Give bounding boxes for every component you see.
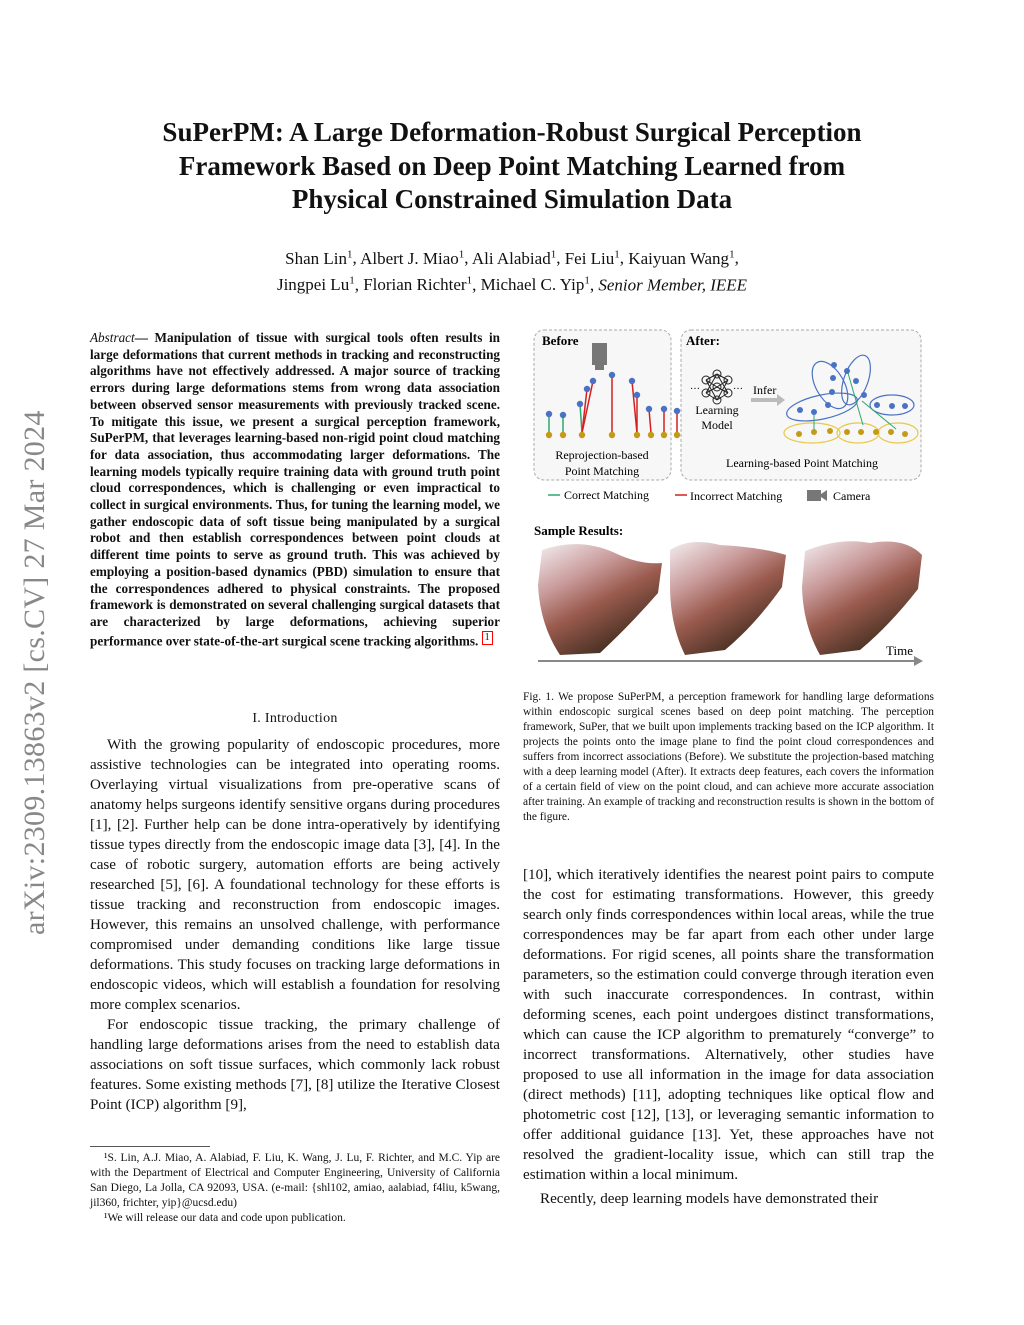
reprojection-label-2: Point Matching — [564, 464, 640, 478]
paragraph: [10], which iteratively identifies the nearest point pairs to compute the cost for estimating transformations. However, this greedy search only finds correspondences within local areas, while the true correspondences may be far apart from each other under large deformations. For rigid scenes, all points share the transformation parameters, so the estimation could converge through iteration even with such inaccurate correspondences. In contrast, within deforming scenes, each point undergoes distinct transformations, which can cause the ICP algorithm to prematurely “converge” to incorrect transformations. Alternatively, other studies have proposed to use all information in the image for data association (direct methods) [11], adopting techniques like optical flow and photometric cost [12], [13], or leveraging semantic information to offer additional guidance [13]. Yet, these approaches have not resolved the gradient-locality issue, which can still trap the estimation within a local minimum. — [523, 867, 934, 1183]
source-point — [560, 412, 566, 418]
camera-legend-icon — [807, 490, 827, 501]
paragraph: With the growing popularity of endoscopic procedures, more assistive technologies can be integrated into operating rooms. Overlaying virtual visualizations from pre-operative scans of anatomy helps surgeons identify sensitive organs during procedures [1], [2]. Further help can be done intra-operatively by identifying tissue types directly from the endoscopic image data [3], [4]. In the case of robotic surgery, automation efforts are being actively researched [5], [6]. A foundational technology for these efforts is tissue tracking and reconstruction from endoscopic images. However, this remains an unsolved challenge, with performance compromised under demanding conditions like large tissue deformations. This study focuses on tracking large deformations in endoscopic videos, which will establish a foundation for resolving more complex scenarios. — [90, 737, 500, 1013]
sample-image-2 — [670, 542, 786, 655]
target-point — [796, 431, 802, 437]
author: Florian Richter$^1$ — [363, 274, 473, 295]
source-point — [861, 392, 867, 398]
source-point — [874, 402, 880, 408]
figure-1 — [520, 325, 934, 670]
sample-results-label: Sample Results: — [534, 523, 624, 538]
source-point — [844, 368, 850, 374]
camera-icon — [592, 343, 607, 365]
right-column-text — [523, 865, 934, 1209]
source-point — [629, 378, 635, 384]
infer-label: Infer — [753, 383, 777, 397]
target-point — [579, 432, 585, 438]
abstract-text: — Manipulation of tissue with surgical tools often results in large deformations that current methods in tracking and reconstructing algorithms have not effectively addressed. A major source of tracking errors during large deformations stems from wrong data association between observed sensor measurements with previously tracked scene. To mitigate this issue, we present a surgical perception framework, SuPerPM, that leverages learning-based non-rigid point cloud matching for data association, thus accommodating larger deformations. The learning models typically require training data with ground truth point cloud correspondences, which is challenging or even impractical to collect in surgical environments. Thus, for tuning the learning model, we gather endoscopic data of soft tissue being manipulated by a surgical robot and then establish correspondences between point clouds at different time points to serve as ground truth. This was achieved by employing a position-based dynamics (PBD) simulation to ensure that the correspondences adhered to physical constraints. The proposed framework is demonstrated on several challenging surgical datasets that are characterized by large deformations, achieving superior performance over state-of-the-art surgical scene tracking algorithms. — [90, 330, 500, 649]
paragraph: For endoscopic tissue tracking, the primary challenge of handling large deformations arises from the need to establish data associations on soft tissue surfaces, which commonly lack robust features. Some existing methods [7], [8] utilize the Iterative Closest Point (ICP) algorithm [9], — [90, 1017, 500, 1113]
source-point — [889, 403, 895, 409]
author: Ali Alabiad$^1$ — [471, 248, 557, 268]
source-point — [634, 392, 640, 398]
target-point — [858, 429, 864, 435]
target-point — [609, 432, 615, 438]
target-point — [560, 432, 566, 438]
svg-text:…: … — [733, 381, 743, 392]
target-point — [873, 429, 879, 435]
author-list — [150, 243, 874, 296]
source-point — [674, 408, 680, 414]
source-point — [797, 407, 803, 413]
target-point — [674, 432, 680, 438]
footnotes — [90, 1151, 500, 1226]
source-point — [546, 411, 552, 417]
target-point — [546, 432, 552, 438]
legend-correct: Correct Matching — [564, 488, 649, 502]
paragraph: Recently, deep learning models have demonstrated their — [540, 1191, 879, 1207]
footnote-release: ¹We will release our data and code upon publication. — [104, 1212, 346, 1224]
author: Michael C. Yip$^1$ — [480, 274, 590, 295]
sample-result-images — [538, 541, 922, 655]
target-point — [648, 432, 654, 438]
section-heading: I. Introduction — [252, 711, 338, 726]
svg-text:…: … — [690, 381, 700, 392]
arxiv-identifier[interactable]: arXiv:2309.13863v2 [cs.CV] 27 Mar 2024 — [18, 410, 51, 935]
intro-text — [90, 735, 500, 1115]
target-point — [844, 429, 850, 435]
source-point — [831, 362, 837, 368]
time-arrow-icon — [914, 656, 923, 666]
paper-title: SuPerPM: A Large Deformation-Robust Surgical Perception Framework Based on Deep Point Matching Learned from Physical Constrained Simulation Data — [162, 117, 862, 214]
source-point — [661, 406, 667, 412]
source-point — [584, 386, 590, 392]
target-point — [888, 429, 894, 435]
target-point — [661, 432, 667, 438]
source-point — [902, 403, 908, 409]
target-point — [902, 431, 908, 437]
footnote-link[interactable]: 1 — [482, 631, 493, 645]
authors-line-1: Shan Lin$^1$, Albert J. Miao$^1$, Ali Alabiad$^1$, Fei Liu$^1$, Kaiyuan Wang$^1$, — [285, 248, 739, 268]
source-point — [829, 389, 835, 395]
after-label: After: — [686, 333, 720, 348]
target-point — [827, 428, 833, 434]
senior-member: Senior Member, IEEE — [598, 275, 748, 295]
before-label: Before — [542, 333, 579, 348]
source-point — [811, 409, 817, 415]
figure-graphic — [520, 325, 934, 670]
reprojection-label-1: Reprojection-based — [555, 448, 649, 462]
sample-image-1 — [538, 544, 662, 655]
legend-camera: Camera — [833, 489, 871, 503]
footnote-divider — [90, 1146, 210, 1147]
author: Jingpei Lu$^1$ — [276, 274, 355, 295]
author: Albert J. Miao$^1$ — [360, 248, 465, 268]
source-point — [646, 406, 652, 412]
figure-caption: Fig. 1. We propose SuPerPM, a perception framework for handling large deformations within endoscopic surgical scenes based on deep point matching. The perception framework, SuPer, that we built upon implements tracking based on the ICP algorithm. It projects the points onto the image plane to find the point cloud correspondences and suffers from incorrect associations (Before). We substitute the projection-based matching with a deep learning model (After). It extracts deep features, each covers the information of a certain field of view on the point cloud, and can achieve more accurate association after training. An example of tracking and reconstruction results is shown in the bottom of the figure. — [523, 691, 934, 823]
learning-matching-label: Learning-based Point Matching — [726, 456, 878, 470]
source-point — [590, 378, 596, 384]
source-point — [830, 375, 836, 381]
authors-line-2: Jingpei Lu$^1$, Florian Richter$^1$, Michael C. Yip$^1$, Senior Member, IEEE — [276, 274, 748, 295]
author: Shan Lin$^1$ — [285, 248, 353, 268]
footnote-affiliation: ¹S. Lin, A.J. Miao, A. Alabiad, F. Liu, K. Wang, J. Lu, F. Richter, and M.C. Yip are with the Department of Electrical and Computer Engineering, University of California San Diego, La Jolla, CA 92093, USA. (e-mail: {shl102, amiao, aalabiad, f4liu, k5wang, jil360, frichter, yip}@ucsd.edu) — [90, 1152, 500, 1209]
source-point — [609, 372, 615, 378]
source-point — [577, 401, 583, 407]
abstract — [90, 330, 500, 650]
legend-incorrect: Incorrect Matching — [690, 489, 783, 503]
source-point — [825, 402, 831, 408]
author: Kaiyuan Wang$^1$ — [628, 248, 735, 268]
time-label: Time — [886, 643, 913, 658]
learning-model-label-1: Learning — [695, 403, 739, 417]
target-point — [811, 429, 817, 435]
author: Fei Liu$^1$ — [564, 248, 620, 268]
source-point — [853, 378, 859, 384]
learning-model-label-2: Model — [701, 418, 733, 432]
sample-image-3 — [802, 541, 922, 655]
abstract-label: Abstract — [90, 330, 135, 345]
target-point — [634, 432, 640, 438]
